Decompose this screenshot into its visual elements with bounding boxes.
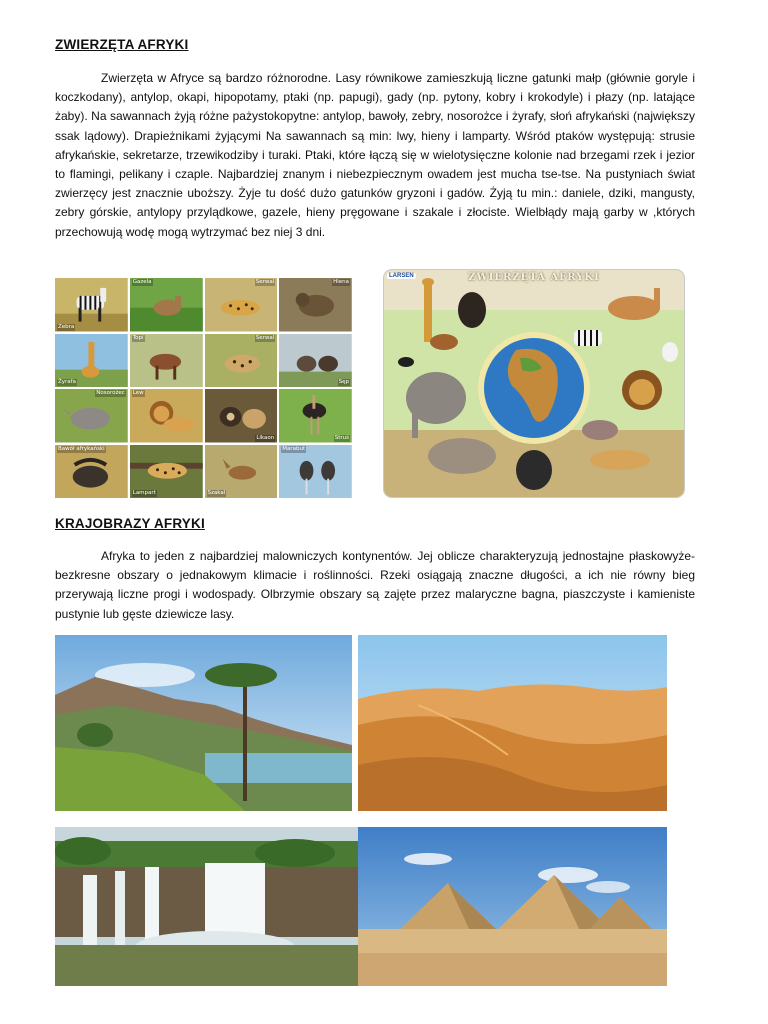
label-zebra: Zebra [58, 323, 75, 330]
label-rhino: Nosorożec [96, 390, 125, 396]
photo-pyramids [358, 827, 667, 986]
section-heading-animals: ZWIERZĘTA AFRYKI [55, 37, 189, 52]
photo-ostrich [279, 389, 352, 443]
photo-desert-dunes [358, 635, 667, 811]
landscapes-paragraph: Afryka to jeden z najbardziej malowniczych kontynentów. Jej oblicze charakteryzują jednostajne płaskowyże-bezkresne obszary o jednakowym klimacie i roślinności. Rzeki osiągają znaczne długości, a ich nie równy bieg przerywają liczne progi i wodospady. Olbrzymie obszary są zajęte przez malaryczne bagna, piaszczyste i kamieniste pustynie lub gęste dziewicze lasy. [55, 549, 695, 621]
label-topi: Topi [132, 334, 144, 341]
label-giraffe: Żyrafa [58, 379, 76, 385]
puzzle-title: ZWIERZĘTA AFRYKI [468, 272, 600, 283]
photo-zebra [55, 278, 128, 332]
photo-cheetah [205, 278, 278, 332]
photo-rhino [55, 389, 128, 443]
label-leopard: Lampart [132, 490, 156, 496]
section-heading-landscapes: KRAJOBRAZY AFRYKI [55, 516, 205, 531]
photo-jackal [205, 445, 278, 499]
photo-wild-dog [205, 389, 278, 443]
photo-buffalo [55, 445, 128, 499]
label-serval: Serwal [255, 334, 275, 341]
photo-giraffe [55, 334, 128, 388]
photo-lion [130, 389, 203, 443]
label-lion: Lew [132, 390, 144, 396]
label-jackal: Szakal [207, 490, 226, 496]
label-serval-top: Serwal [255, 279, 275, 285]
photo-leopard [130, 445, 203, 499]
animal-photo-grid [55, 278, 352, 498]
photo-gazelle [130, 278, 203, 332]
photo-vulture [279, 334, 352, 388]
photo-marabou [279, 445, 352, 499]
label-ostrich: Struś [334, 434, 349, 441]
puzzle-brand-logo: LARSEN [389, 273, 414, 279]
label-gazelle: Gazela [132, 279, 152, 285]
label-vulture: Sęp [338, 379, 349, 385]
photo-topi [130, 334, 203, 388]
photo-hyena [279, 278, 352, 332]
label-wild-dog: Likaon [256, 434, 275, 441]
animals-paragraph: Zwierzęta w Afryce są bardzo różnorodne. Lasy równikowe zamieszkują liczne gatunki małp (głównie goryle i koczkodany), antylop, okapi, hipopotamy, ptaki (np. papugi), gady (np. pytony, kobry i krokodyle) i płazy (np. latające żaby). Na sawannach żyją różne pażystokopytne: antylop, bawoły, zebry, nosorożce i żyrafy, słoń afrykański (największy ssak lądowy). Drapieżnikami żyjącymi Na sawannach są min: lwy, hieny i lamparty. Wśród ptaków występują: strusie afrykańskie, sekretarze, trzewikodziby i turaki. Ptaki, które łączą się w wielotysięczne kolonie nad brzegami rzek i jezior to flamingi, pelikany i czaple. Najbardziej znanym i niebezpiecznym owadem jest mucha tse-tse. Na pustyniach świat zwierzęcy jest znacznie uboższy. Żyje tu dość dużo gatunków gryzoni i gadów. Żyją tu min.: daniele, dziki, mangusty, zebry górskie, antylopy przylądkowe, gazele, hieny pręgowane i szakale i złociste. Wielbłądy mają garby w ,których przechowują wodę mogą wytrzymać bez niej 3 dni. [55, 71, 695, 239]
photo-waterfall [55, 827, 358, 986]
animals-puzzle-image [384, 270, 684, 497]
label-buffalo: Bawół afrykański [58, 445, 105, 452]
label-hyena: Hiena [333, 279, 349, 285]
photo-coast-mountains [55, 635, 352, 811]
label-marabou: Marabut [282, 445, 306, 452]
photo-serval [205, 334, 278, 388]
